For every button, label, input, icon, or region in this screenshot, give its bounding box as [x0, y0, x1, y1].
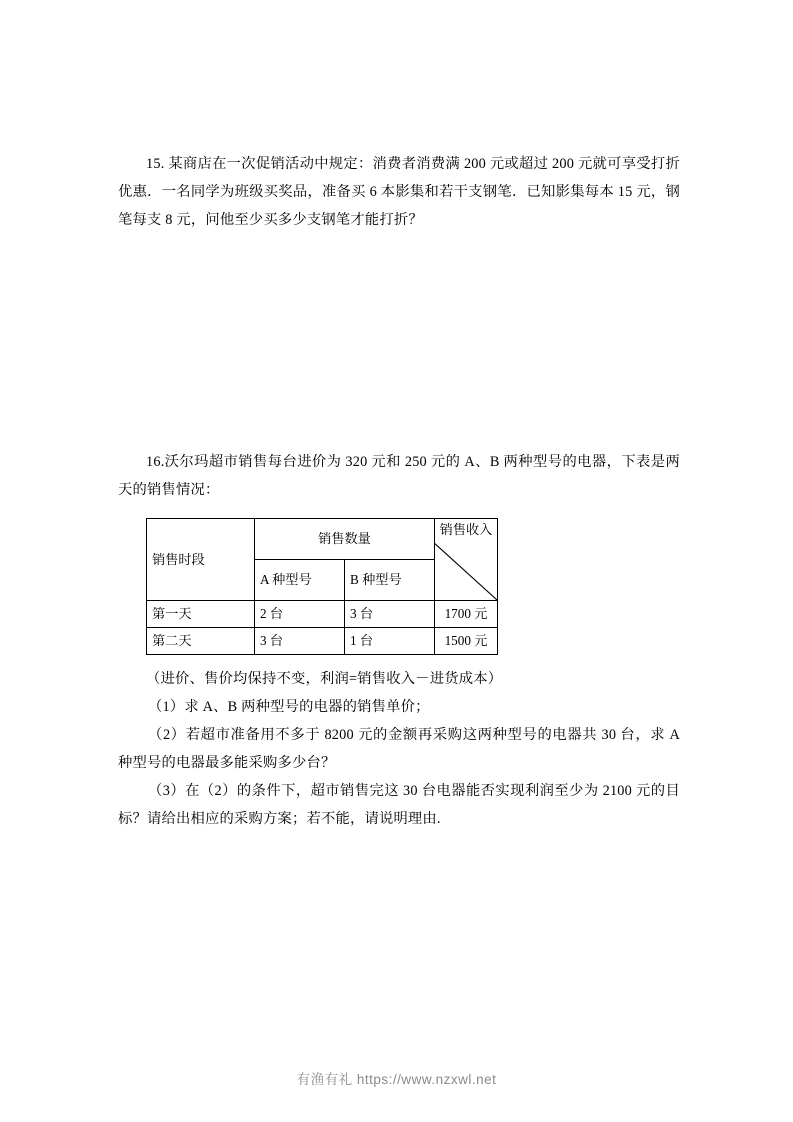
row-1-a: 3 台	[255, 628, 345, 655]
table-row	[147, 628, 498, 655]
row-1-b: 1 台	[345, 628, 435, 655]
answer-space-15	[118, 234, 680, 448]
row-1-period: 第二天	[147, 628, 255, 655]
header-income-label: 销售收入	[439, 522, 493, 537]
income-inner	[435, 519, 497, 600]
row-0-period: 第一天	[147, 601, 255, 628]
row-1-income: 1500 元	[435, 628, 498, 655]
diagonal-line-icon	[435, 519, 497, 600]
spacer	[118, 655, 680, 665]
problem-16-intro: 16.沃尔玛超市销售每台进价为 320 元和 250 元的 A、B 两种型号的电器，下表是两天的销售情况：	[118, 454, 680, 498]
problem-16-q1: （1）求 A、B 两种型号的电器的销售单价；	[148, 699, 430, 715]
row-0-b: 3 台	[345, 601, 435, 628]
document-content	[118, 150, 680, 833]
header-income-cell	[435, 519, 498, 601]
sales-table-wrapper	[146, 518, 680, 655]
subheader-model-b: B 种型号	[345, 560, 435, 601]
problem-16-note: （进价、售价均保持不变，利润=销售收入－进货成本）	[146, 671, 503, 687]
problem-16-q3: （3）在（2）的条件下，超市销售完这 30 台电器能否实现利润至少为 2100 元的目标？请给出相应的采购方案；若不能，请说明理由.	[118, 783, 680, 827]
problem-16-q2: （2）若超市准备用不多于 8200 元的金额再采购这两种型号的电器共 30 台，求 A 种型号的电器最多能采购多少台？	[118, 727, 680, 771]
table-row	[147, 601, 498, 628]
subheader-model-a: A 种型号	[255, 560, 345, 601]
sales-table	[146, 518, 498, 655]
header-period: 销售时段	[147, 519, 255, 601]
row-0-a: 2 台	[255, 601, 345, 628]
problem-15-text: 15. 某商店在一次促销活动中规定：消费者消费满 200 元或超过 200 元就可享受打折优惠．一名同学为班级买奖品，准备买 6 本影集和若干支钢笔．已知影集每本 15 元，钢笔每支 8 元，问他至少买多少支钢笔才能打折？	[118, 156, 680, 228]
row-0-income: 1700 元	[435, 601, 498, 628]
page-footer: 有渔有礼 https://www.nzxwl.net	[296, 1072, 497, 1087]
header-quantity: 销售数量	[255, 519, 435, 560]
table-row-header	[147, 519, 498, 560]
